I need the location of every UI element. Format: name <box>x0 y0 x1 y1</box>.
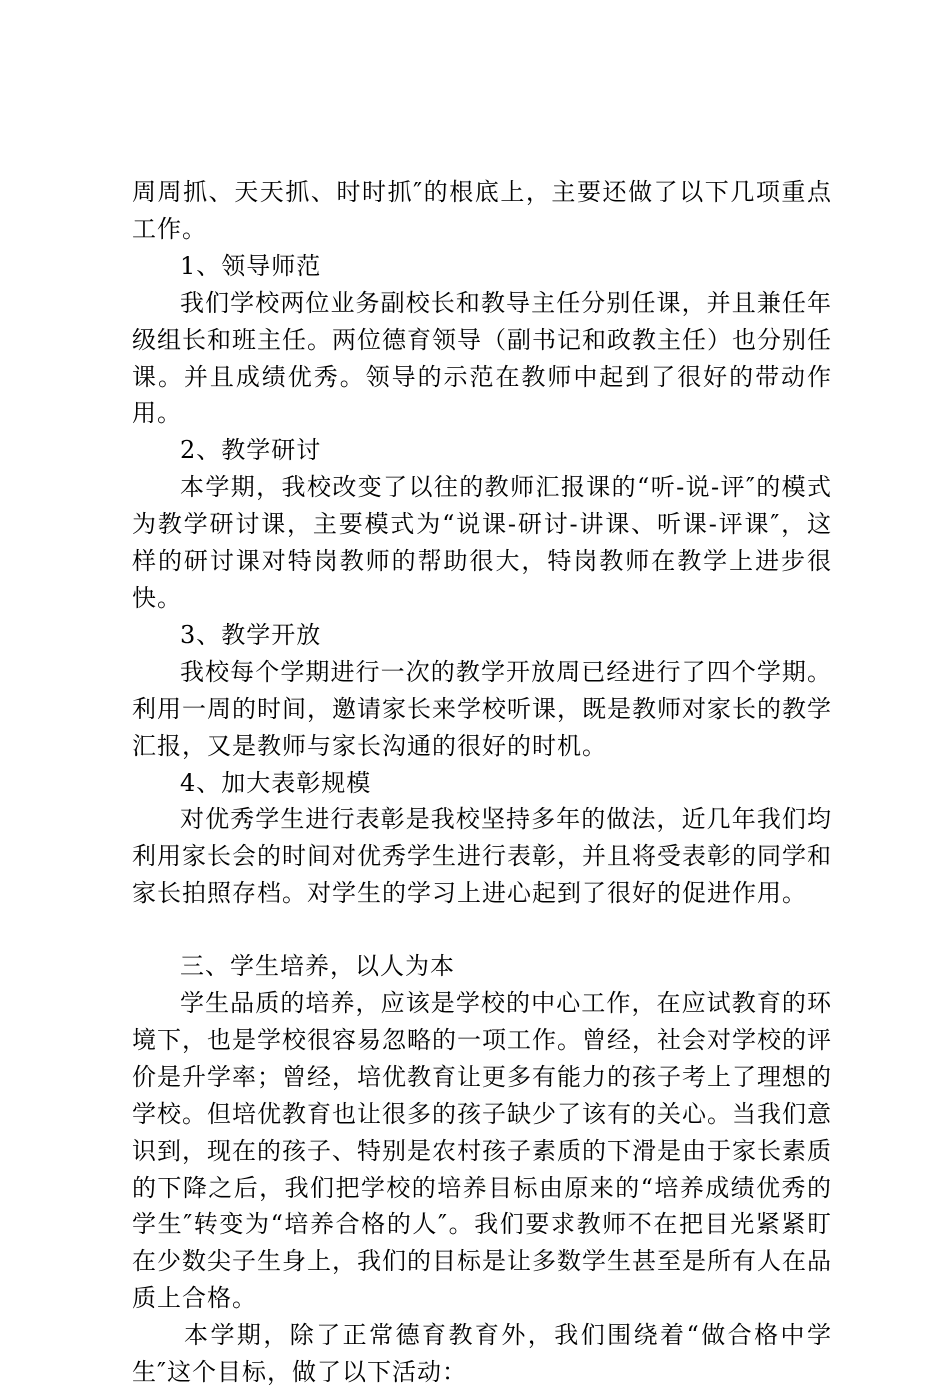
paragraph-leader-example: 我们学校两位业务副校长和教导主任分别任课，并且兼任年级组长和班主任。两位德育领导（副书记和政教主任）也分别任课。并且成绩优秀。领导的示范在教师中起到了很好的带动作用。 <box>132 288 832 428</box>
paragraph-open-teaching: 我校每个学期进行一次的教学开放周已经进行了四个学期。利用一周的时间，邀请家长来学校听课，既是教师对家长的教学汇报，又是教师与家长沟通的很好的时机。 <box>132 657 832 760</box>
paragraph-commendation: 对优秀学生进行表彰是我校坚持多年的做法，近几年我们均利用家长会的时间对优秀学生进行表彰，并且将受表彰的同学和家长拍照存档。对学生的学习上进心起到了很好的促进作用。 <box>132 805 832 908</box>
paragraph-teaching-seminar: 本学期，我校改变了以往的教师汇报课的“听-说-评″的模式为教学研讨课，主要模式为“说课-研讨-讲课、听课-评课″，这样的研讨课对特岗教师的帮助很大，特岗教师在教学上进步很快。 <box>132 473 832 612</box>
subheading-commendation: 4、加大表彰规模 <box>180 768 372 797</box>
subheading-open-teaching: 3、教学开放 <box>180 620 322 649</box>
subheading-teaching-seminar: 2、教学研讨 <box>180 436 322 465</box>
paragraph-student-quality: 学生品质的培养，应该是学校的中心工作，在应试教育的环境下，也是学校很容易忽略的一项工作。曾经，社会对学校的评价是升学率；曾经，培优教育让更多有能力的孩子考上了理想的学校。但培优教育也让很多的孩子缺少了该有的关心。当我们意识到，现在的孩子、特别是农村孩子素质的下滑是由于家长素质的下降之后，我们把学校的培养目标由原来的“培养成绩优秀的学生″转变为“培养合格的人″。我们要求教师不在把目光紧紧盯在少数尖子生身上，我们的目标是让多数学生甚至是所有人在品质上合格。 <box>132 989 832 1313</box>
paragraph-continuation: 周周抓、天天抓、时时抓″的根底上，主要还做了以下几项重点工作。 <box>132 178 832 243</box>
paragraph-semester-activities: 本学期，除了正常德育教育外，我们围绕着“做合格中学生″这个目标，做了以下活动： <box>132 1321 832 1387</box>
section-heading-student-cultivation: 三、学生培养，以人为本 <box>180 952 455 981</box>
subheading-leader-example: 1、领导师范 <box>180 251 322 280</box>
document-body <box>132 174 832 1391</box>
